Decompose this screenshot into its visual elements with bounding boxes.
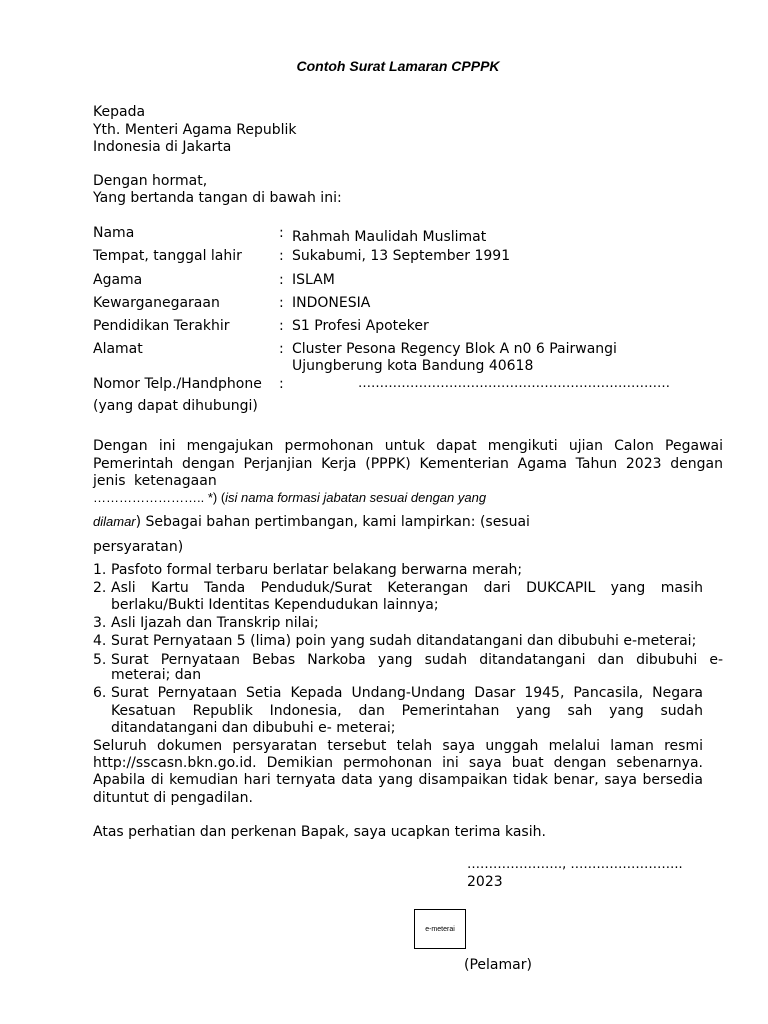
list-item-6-line-2: Kesatuan Republik Indonesia, dan Pemerintahan yang sah yang sudah <box>111 703 703 719</box>
recipient-line-2: Yth. Menteri Agama Republik <box>93 122 297 138</box>
list-number: 6. <box>93 685 107 701</box>
closing-line-3: Apabila di kemudian hari ternyata data yang disampaikan tidak benar, saya bersedia <box>93 772 703 788</box>
recipient-line-3: Indonesia di Jakarta <box>93 139 232 155</box>
list-item-5: Surat Pernyataan Bebas Narkoba yang sudah ditandatangani dan dibubuhi e- <box>111 652 723 668</box>
field-value-ttl: Sukabumi, 13 September 1991 <box>292 248 511 264</box>
attachment-intro: ) Sebagai bahan pertimbangan, kami lampirkan: (sesuai <box>135 514 530 530</box>
field-value-nama: Rahmah Maulidah Muslimat <box>292 229 487 245</box>
field-colon: : <box>279 341 284 357</box>
list-item-4: Surat Pernyataan 5 (lima) poin yang sudah ditandatangani dan dibubuhi e-meterai; <box>111 633 697 649</box>
list-item-3: Asli Ijazah dan Transkrip nilai; <box>111 615 319 631</box>
field-label-alamat: Alamat <box>93 341 143 357</box>
thanks-line: Atas perhatian dan perkenan Bapak, saya ucapkan terima kasih. <box>93 824 546 840</box>
field-colon: : <box>279 295 284 311</box>
list-item-1: Pasfoto formal terbaru berlatar belakang berwarna merah; <box>111 562 523 578</box>
field-colon: : <box>279 376 284 392</box>
document-title: Contoh Surat Lamaran CPPPK <box>296 58 500 74</box>
field-value-pendidikan: S1 Profesi Apoteker <box>292 318 429 334</box>
signature-role: (Pelamar) <box>464 957 532 973</box>
field-value-alamat: Cluster Pesona Regency Blok A n0 6 Pairwangi <box>292 341 617 357</box>
field-label-kewarganegaraan: Kewarganegaraan <box>93 295 220 311</box>
field-label-ttl: Tempat, tanggal lahir <box>93 248 242 264</box>
list-number: 2. <box>93 580 107 596</box>
body-line-1: Dengan ini mengajukan permohonan untuk dapat mengikuti ujian Calon Pegawai <box>93 438 723 454</box>
formasi-line-2 <box>93 514 530 530</box>
signature-year: 2023 <box>467 874 503 890</box>
closing-line-4: dituntut di pengadilan. <box>93 790 253 806</box>
field-colon: : <box>279 248 284 264</box>
e-meterai-stamp <box>414 909 466 949</box>
field-label-agama: Agama <box>93 272 143 288</box>
list-number: 5. <box>93 652 107 668</box>
formasi-note-2: dilamar <box>93 514 136 529</box>
list-item-5-line-2: meterai; dan <box>111 667 202 683</box>
closing-line-1: Seluruh dokumen persyaratan tersebut telah saya unggah melalui laman resmi <box>93 738 703 754</box>
field-value-kewarganegaraan: INDONESIA <box>292 295 371 311</box>
greeting-line-1: Dengan hormat, <box>93 173 208 189</box>
e-meterai-label: e-meterai <box>425 925 455 933</box>
signature-place-date: …………………., …………………….. <box>467 857 683 872</box>
formasi-line <box>93 490 486 506</box>
field-colon: : <box>279 225 284 241</box>
field-label-nama: Nama <box>93 225 135 241</box>
list-item-6-line-3: ditandatangani dan dibubuhi e- meterai; <box>111 720 396 736</box>
list-item-6: Surat Pernyataan Setia Kepada Undang-Undang Dasar 1945, Pancasila, Negara <box>111 685 703 701</box>
greeting-line-2: Yang bertanda tangan di bawah ini: <box>93 190 342 206</box>
field-value-alamat-line-2: Ujungberung kota Bandung 40618 <box>292 358 534 374</box>
closing-line-2: http://sscasn.bkn.go.id. Demikian permohonan ini saya buat dengan sebenarnya. <box>93 755 703 771</box>
body-line-2: Pemerintah dengan Perjanjian Kerja (PPPK) Kementerian Agama Tahun 2023 dengan <box>93 456 723 472</box>
list-number: 4. <box>93 633 107 649</box>
field-colon: : <box>279 272 284 288</box>
field-label-telepon: Nomor Telp./Handphone <box>93 376 262 392</box>
field-label-pendidikan: Pendidikan Terakhir <box>93 318 230 334</box>
recipient-line-1: Kepada <box>93 104 146 120</box>
list-item-2-line-2: berlaku/Bukti Identitas Kependudukan lainnya; <box>111 597 439 613</box>
formasi-dots: …………………….. *) ( <box>93 490 226 505</box>
list-number: 3. <box>93 615 107 631</box>
body-line-3: jenis ketenagaan <box>93 473 217 489</box>
list-number: 1. <box>93 562 107 578</box>
field-colon: : <box>279 318 284 334</box>
field-value-agama: ISLAM <box>292 272 335 288</box>
formasi-note: isi nama formasi jabatan sesuai dengan yang <box>225 490 487 505</box>
field-label-telepon-note: (yang dapat dihubungi) <box>93 398 258 414</box>
persyaratan-label: persyaratan) <box>93 539 184 555</box>
list-item-2: Asli Kartu Tanda Penduduk/Surat Keterangan dari DUKCAPIL yang masih <box>111 580 703 596</box>
field-value-telepon: ……………………………………………………………… <box>358 376 670 391</box>
